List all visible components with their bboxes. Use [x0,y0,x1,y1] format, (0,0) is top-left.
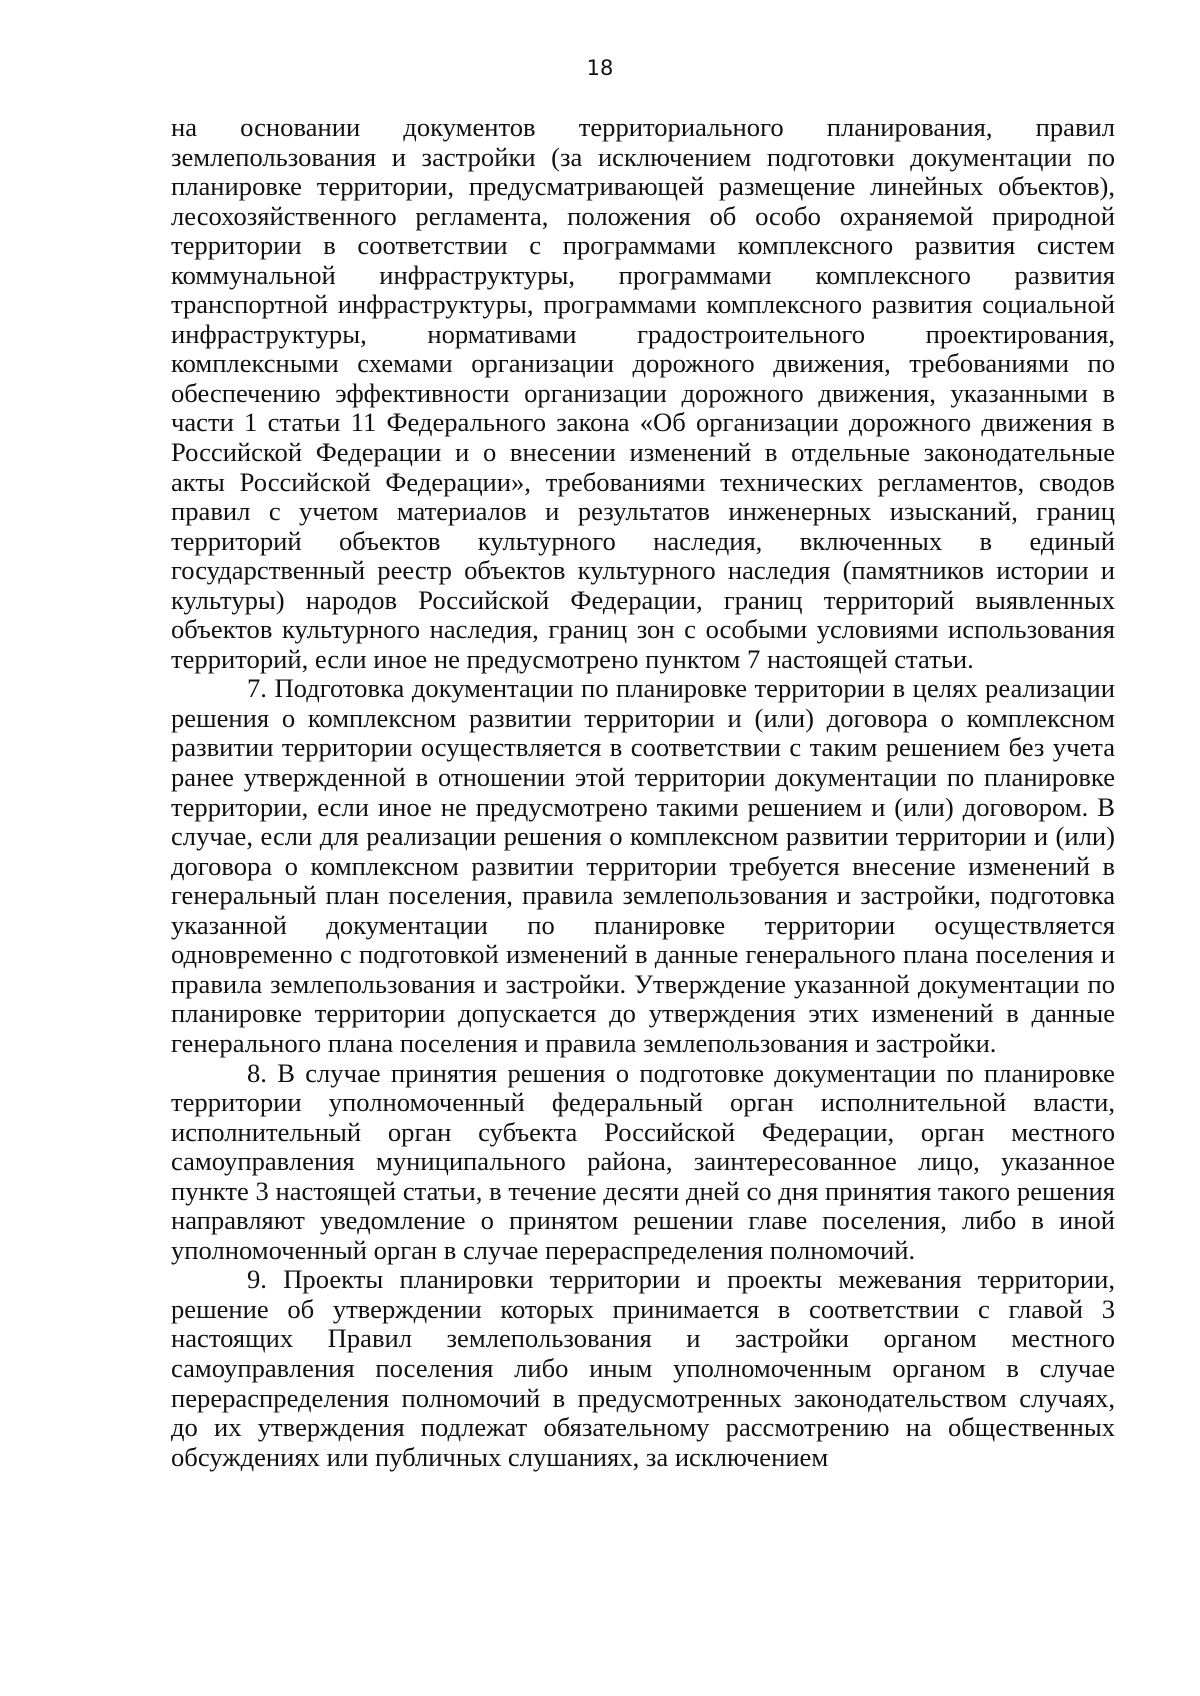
document-body [171,113,1115,1472]
paragraph-item-8: 8. В случае принятия решения о подготовке документации по планировке территории уполномоченный федеральный орган исполнительной власти, исполнительный орган субъекта Российской Федерации, орган местного самоуправления муниципального района, заинтересованное лицо, указанное пункте 3 настоящей статьи, в течение десяти дней со дня принятия такого решения направляют уведомление о принятом решении главе поселения, либо в иной уполномоченный орган в случае перераспределения полномочий. [171,1057,1115,1265]
paragraph-item-9: 9. Проекты планировки территории и проекты межевания территории, решение об утверждении которых принимается в соответствии с главой 3 настоящих Правил землепользования и застройки органом местного самоуправления поселения либо иным уполномоченным органом в случае перераспределения полномочий в предусмотренных законодательством случаях, до их утверждения подлежат обязательному рассмотрению на общественных обсуждениях или публичных слушаниях, за исключением [171,1264,1115,1472]
page-number: 18 [586,56,614,80]
paragraph-continuation: на основании документов территориального планирования, правил землепользования и застройки (за исключением подготовки документации по планировке территории, предусматривающей размещение линейных объектов), лесохозяйственного регламента, положения об особо охраняемой природной территории в соответствии с программами комплексного развития систем коммунальной инфраструктуры, программами комплексного развития транспортной инфраструктуры, программами комплексного развития социальной инфраструктуры, нормативами градостроительного проектирования, комплексными схемами организации дорожного движения, требованиями по обеспечению эффективности организации дорожного движения, указанными в части 1 статьи 11 Федерального закона «Об организации дорожного движения в Российской Федерации и о внесении изменений в отдельные законодательные акты Российской Федерации», требованиями технических регламентов, сводов правил с учетом материалов и результатов инженерных изысканий, границ территорий объектов культурного наследия, включенных в единый государственный реестр объектов культурного наследия (памятников истории и культуры) народов Российской Федерации, границ территорий выявленных объектов культурного наследия, границ зон с особыми условиями использования территорий, если иное не предусмотрено пунктом 7 настоящей статьи. [171,112,1115,674]
paragraph-item-7: 7. Подготовка документации по планировке территории в целях реализации решения о комплексном развитии территории и (или) договора о комплексном развитии территории осуществляется в соответствии с таким решением без учета ранее утвержденной в отношении этой территории документации по планировке территории, если иное не предусмотрено такими решением и (или) договором. В случае, если для реализации решения о комплексном развитии территории и (или) договора о комплексном развитии территории требуется внесение изменений в генеральный план поселения, правила землепользования и застройки, подготовка указанной документации по планировке территории осуществляется одновременно с подготовкой изменений в данные генерального плана поселения и правила землепользования и застройки. Утверждение указанной документации по планировке территории допускается до утверждения этих изменений в данные генерального плана поселения и правила землепользования и застройки. [171,673,1115,1058]
